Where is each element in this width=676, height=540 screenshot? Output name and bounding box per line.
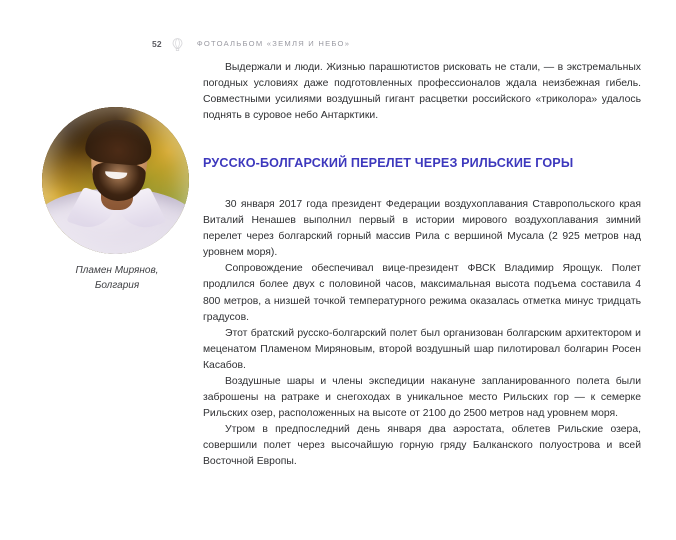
photo-caption-line-2: Болгария <box>94 279 140 291</box>
section-heading: РУССКО-БОЛГАРСКИЙ ПЕРЕЛЕТ ЧЕРЕЗ РИЛЬСКИЕ ГОРЫ <box>203 156 574 171</box>
running-head-title: ФОТОАЛЬБОМ «ЗЕМЛЯ И НЕБО» <box>196 39 351 49</box>
body-paragraph: 30 января 2017 года президент Федерации воздухоплавания Ставропольского края Виталий Ненашев выполнил первый в истории мирового воздухоплавания зимний перелет через болгарский горный массив Рила с вершиной Мусала (2 925 метров над уровнем моря). <box>203 198 641 259</box>
portrait-figure <box>42 107 192 293</box>
photo-vignette <box>42 107 189 254</box>
running-head <box>0 36 676 52</box>
page-number: 52 <box>152 38 162 49</box>
photo-caption-line-1: Пламен Мирянов, <box>75 265 159 276</box>
text-column <box>203 60 641 471</box>
portrait-photo <box>42 107 189 254</box>
body-paragraph: Утром в предпоследний день января два аэростата, облетев Рильские озера, совершили полет через высочайшую горную гряду Балканского полуострова и всей Восточной Европы. <box>203 424 641 468</box>
body-paragraph: Воздушные шары и члены экспедиции накануне запланированного полета были заброшены на ратраке и снегоходах в уникальное место Рильских гор — к семерке Рильских озер, расположенных на высоте от 2100 до 2500 метров над уровнем моря. <box>203 376 641 420</box>
body-paragraph: Выдержали и люди. Жизнью парашютистов рисковать не стали, — в экстремальных погодных условиях даже подготовленных профессионалов ждала неизбежная гибель. Совместными усилиями воздушный гигант расцветки российского «триколора» удалось поднять в суровое небо Антарктики. <box>203 62 641 122</box>
body-paragraph: Сопровождение обеспечивал вице-президент ФВСК Владимир Ярощук. Полет продлился более двух с половиной часов, максимальная высота подъема составила 4 800 метров, а низшей точкой температурного режима оказалась отметка минус тридцать градусов. <box>203 263 641 323</box>
hot-air-balloon-icon <box>172 38 183 51</box>
photo-caption <box>42 264 192 293</box>
body-paragraph: Этот братский русско-болгарский полет был организован болгарским архитектором и меценатом Пламеном Миряновым, второй воздушный шар пилотировал болгарин Росен Касабов. <box>203 327 641 371</box>
